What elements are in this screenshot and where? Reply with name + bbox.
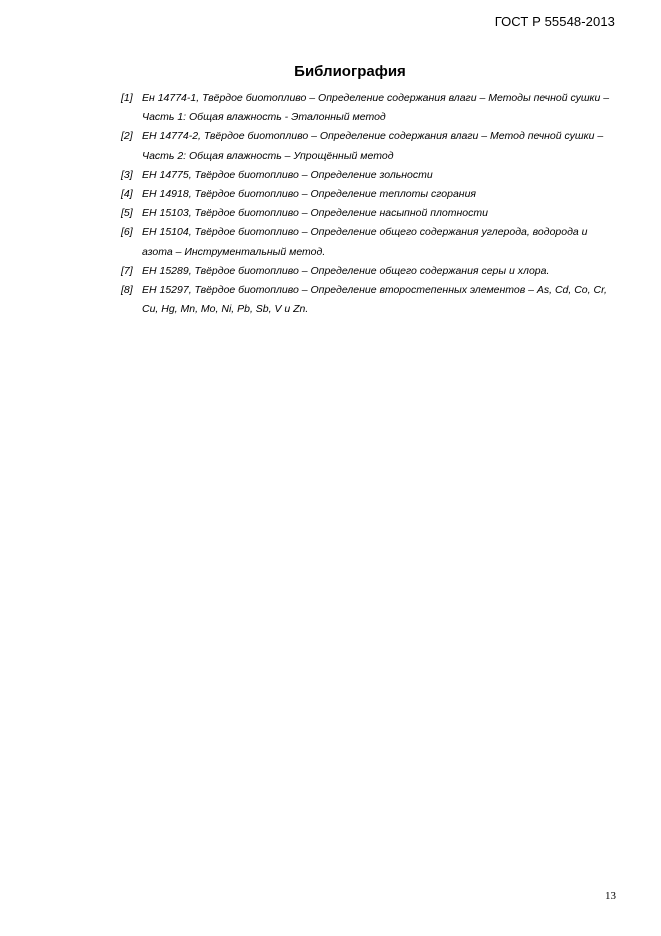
entry-number: [2]	[121, 130, 133, 143]
entry-text: ЕН 15297, Твёрдое биотопливо – Определение второстепенных элементов – As, Cd, Co, Cr, Cu, Hg, Mn, Mo, Ni, Pb, Sb, V и Zn.	[142, 284, 607, 316]
entry-number: [5]	[121, 207, 133, 220]
page-title: Библиография	[294, 63, 406, 80]
entry-text: ЕН 14775, Твёрдое биотопливо – Определение зольности	[142, 168, 433, 181]
bibliography-list	[121, 89, 621, 319]
bibliography-entry	[121, 89, 621, 127]
bibliography-entry	[121, 262, 621, 281]
entry-number: [4]	[121, 188, 133, 201]
entry-number: [3]	[121, 168, 133, 181]
bibliography-entry	[121, 223, 621, 261]
entry-text: Ен 14774-1, Твёрдое биотопливо – Определение содержания влаги – Методы печной сушки – Часть 1: Общая влажность - Эталонный метод	[142, 92, 610, 124]
bibliography-entry	[121, 127, 621, 165]
entry-text: ЕН 14918, Твёрдое биотопливо – Определение теплоты сгорания	[142, 188, 477, 201]
entry-number: [1]	[121, 92, 133, 104]
entry-text: ЕН 14774-2, Твёрдое биотопливо – Определение содержания влаги – Метод печной сушки – Часть 2: Общая влажность – Упрощённый метод	[142, 130, 604, 162]
entry-text: ЕН 15103, Твёрдое биотопливо – Определение насыпной плотности	[142, 207, 488, 220]
entry-number: [8]	[121, 284, 133, 297]
entry-text: ЕН 15289, Твёрдое биотопливо – Определение общего содержания серы и хлора.	[142, 264, 550, 277]
bibliography-entry	[121, 281, 621, 319]
bibliography-entry	[121, 204, 621, 223]
bibliography-entry	[121, 185, 621, 204]
entry-text: ЕН 15104, Твёрдое биотопливо – Определение общего содержания углерода, водорода и азота – Инструментальный метод.	[142, 226, 588, 258]
bibliography-entry	[121, 166, 621, 185]
document-header	[495, 14, 615, 29]
entry-number: [7]	[121, 264, 133, 277]
page-number: 13	[605, 890, 616, 902]
entry-number: [6]	[121, 226, 133, 239]
standard-number: ГОСТ Р 55548-2013	[494, 14, 615, 29]
